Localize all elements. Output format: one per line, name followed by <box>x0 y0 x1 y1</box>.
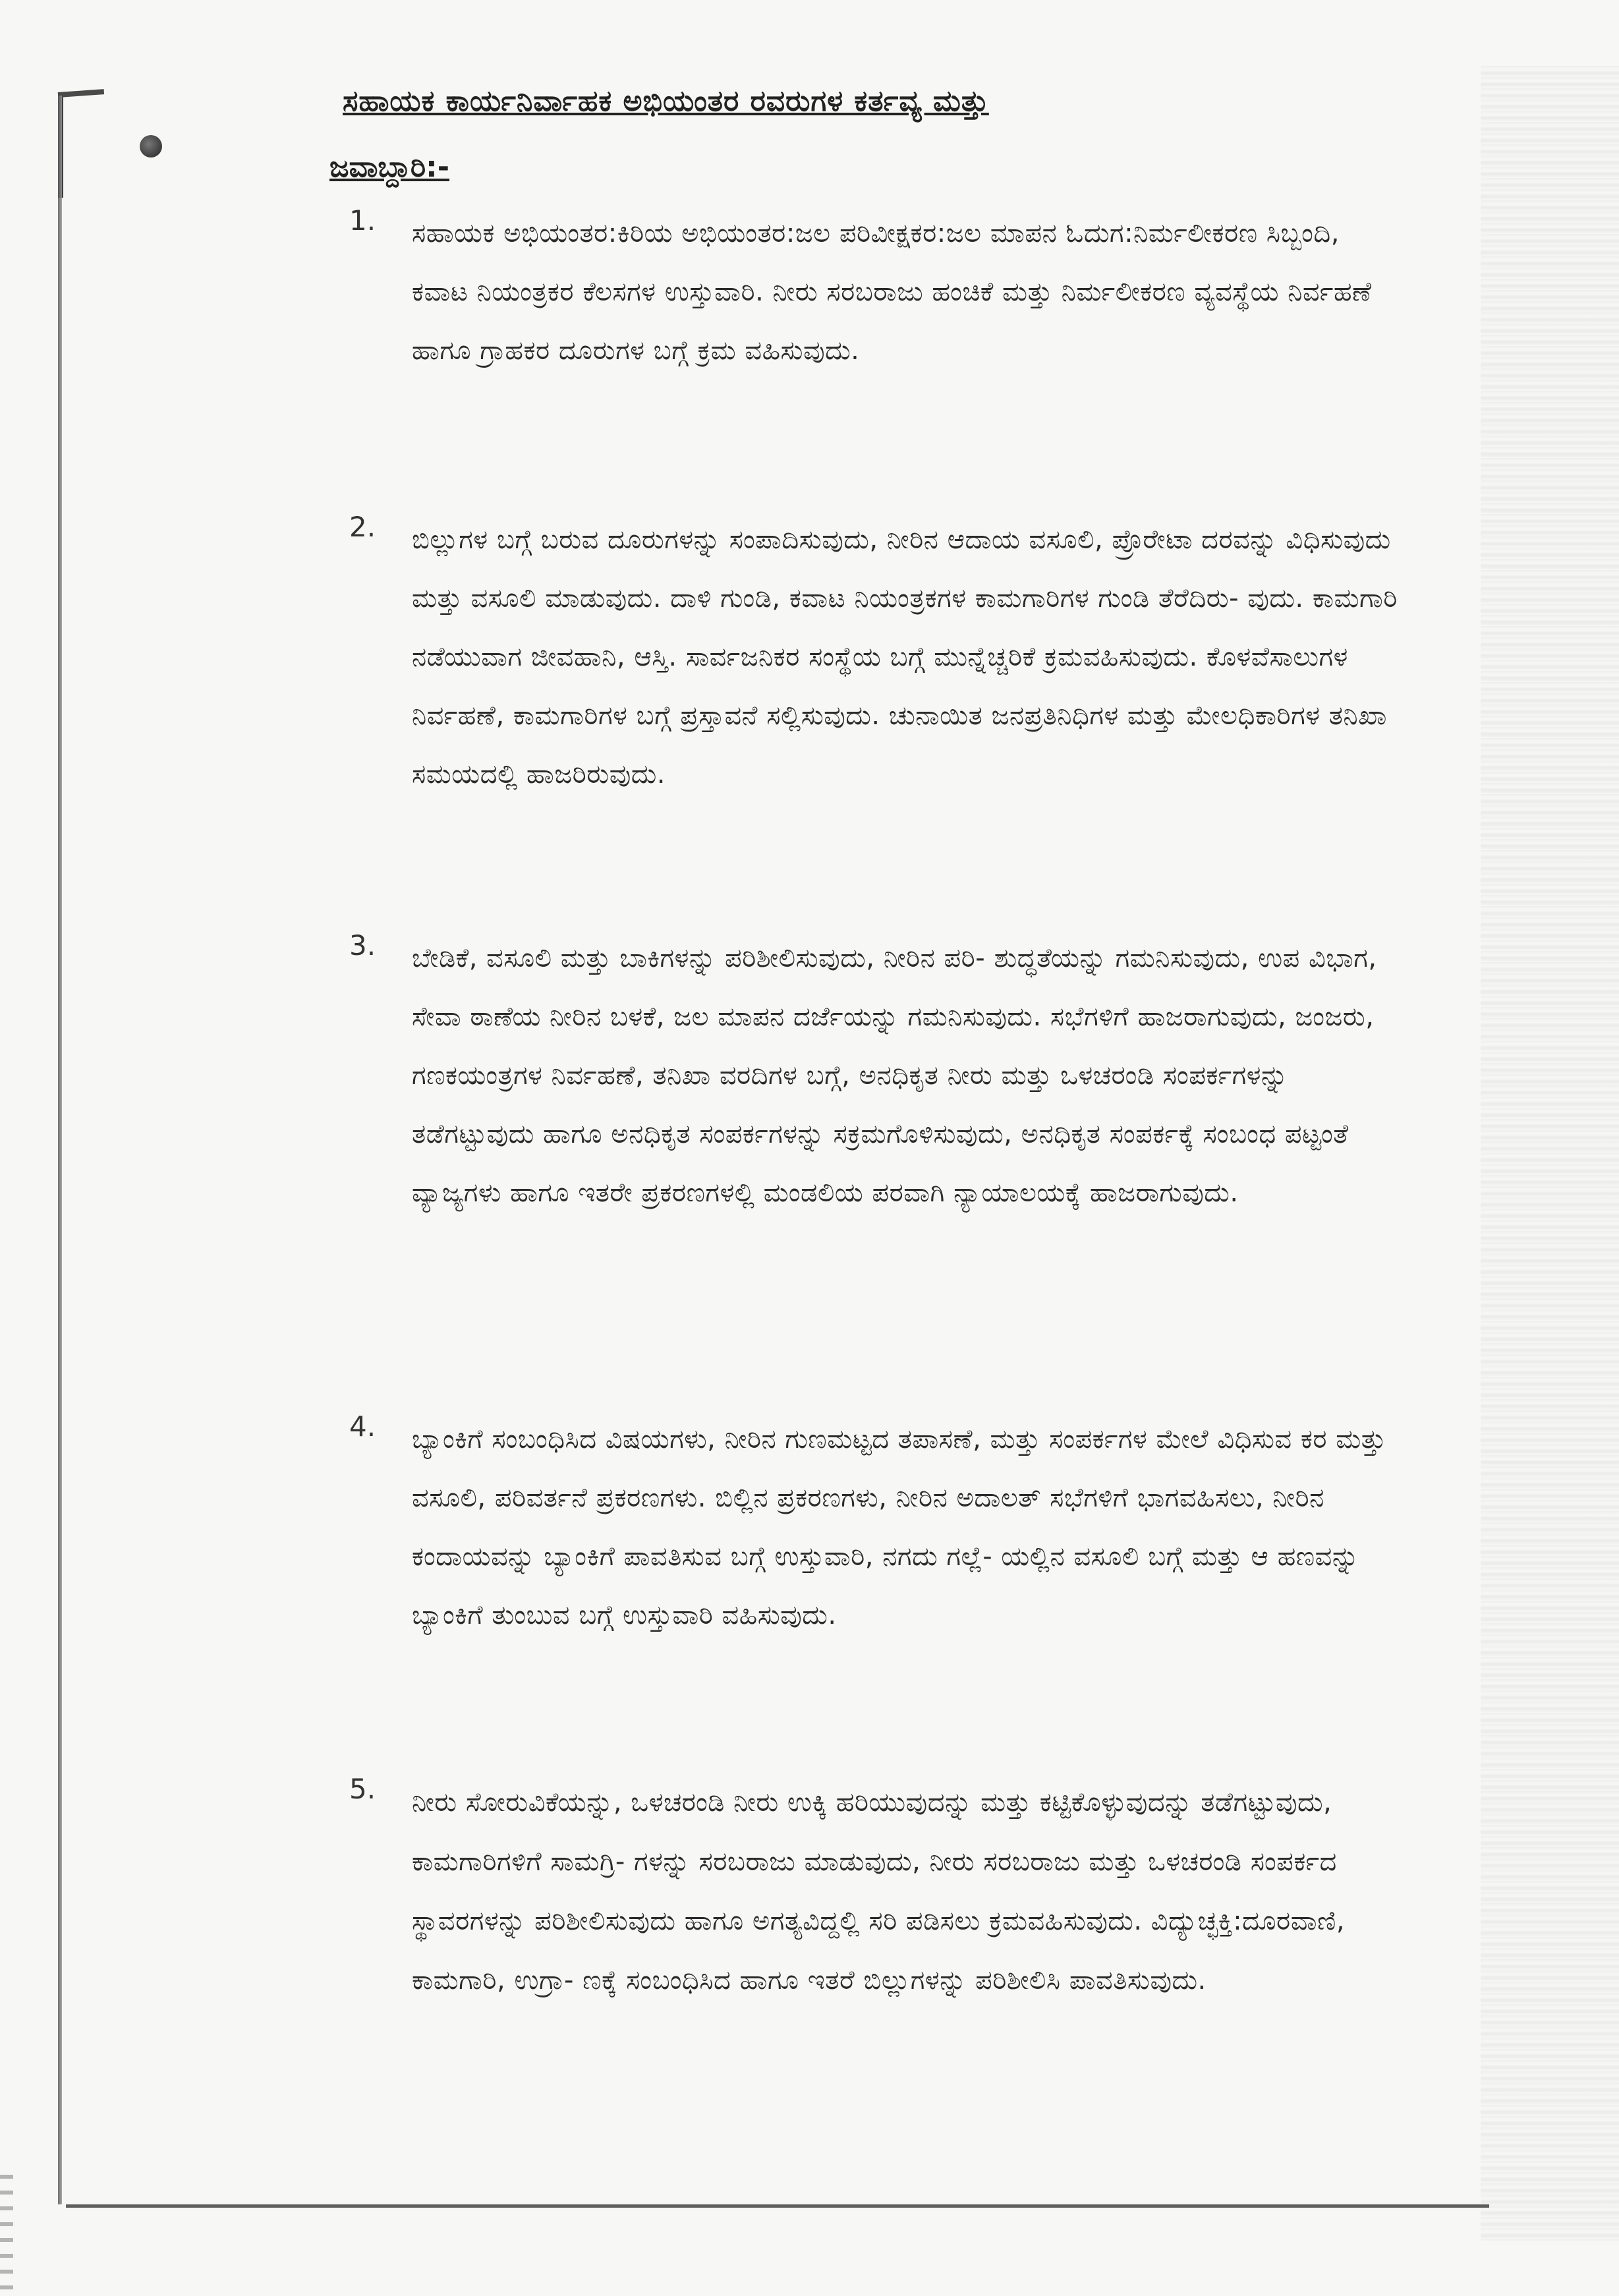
scan-right-noise <box>1481 66 1619 2241</box>
section-heading: ಜವಾಬ್ದಾರಿ:- <box>329 150 450 184</box>
punch-hole-mark <box>140 135 162 158</box>
item-text: ಬಿಲ್ಲುಗಳ ಬಗ್ಗೆ ಬರುವ ದೂರುಗಳನ್ನು ಸಂಪಾದಿಸುವುದು, ನೀರಿನ ಆದಾಯ ವಸೂಲಿ, ಪ್ರೊರೇಟಾ ದರವನ್ನು ವಿಧಿಸುವುದು ಮತ್ತು ವಸೂಲಿ ಮಾಡುವುದು. ದಾಳಿ ಗುಂಡಿ, ಕವಾಟ ನಿಯಂತ್ರಕಗಳ ಕಾಮಗಾರಿಗಳ ಗುಂಡಿ ತೆರೆದಿರು- ವುದು. ಕಾಮಗಾರಿ ನಡೆಯುವಾಗ ಜೀವಹಾನಿ, ಆಸ್ತಿ. ಸಾರ್ವಜನಿಕರ ಸಂಸ್ಥೆಯ ಬಗ್ಗೆ ಮುನ್ನೆಚ್ಚರಿಕೆ ಕ್ರಮವಹಿಸುವುದು. ಕೊಳವೆಸಾಲುಗಳ ನಿರ್ವಹಣೆ, ಕಾಮಗಾರಿಗಳ ಬಗ್ಗೆ ಪ್ರಸ್ತಾವನೆ ಸಲ್ಲಿಸುವುದು. ಚುನಾಯಿತ ಜನಪ್ರತಿನಿಧಿಗಳ ಮತ್ತು ಮೇಲಧಿಕಾರಿಗಳ ತನಿಖಾ ಸಮಯದಲ್ಲಿ ಹಾಜರಿರುವುದು. <box>412 525 1398 789</box>
scan-edge-corner-top <box>58 89 104 98</box>
item-text: ಬ್ಯಾಂಕಿಗೆ ಸಂಬಂಧಿಸಿದ ವಿಷಯಗಳು, ನೀರಿನ ಗುಣಮಟ್ಟದ ತಪಾಸಣೆ, ಮತ್ತು ಸಂಪರ್ಕಗಳ ಮೇಲೆ ವಿಧಿಸುವ ಕರ ಮತ್ತು ವಸೂಲಿ, ಪರಿವರ್ತನೆ ಪ್ರಕರಣಗಳು. ಬಿಲ್ಲಿನ ಪ್ರಕರಣಗಳು, ನೀರಿನ ಅದಾಲತ್ ಸಭೆಗಳಿಗೆ ಭಾಗವಹಿಸಲು, ನೀರಿನ ಕಂದಾಯವನ್ನು ಬ್ಯಾಂಕಿಗೆ ಪಾವತಿಸುವ ಬಗ್ಗೆ ಉಸ್ತುವಾರಿ, ನಗದು ಗಲ್ಲೆ- ಯಲ್ಲಿನ ವಸೂಲಿ ಬಗ್ಗೆ ಮತ್ತು ಆ ಹಣವನ್ನು ಬ್ಯಾಂಕಿಗೆ ತುಂಬುವ ಬಗ್ಗೆ ಉಸ್ತುವಾರಿ ವಹಿಸುವುದು. <box>412 1424 1386 1630</box>
item-text: ನೀರು ಸೋರುವಿಕೆಯನ್ನು, ಒಳಚರಂಡಿ ನೀರು ಉಕ್ಕಿ ಹರಿಯುವುದನ್ನು ಮತ್ತು ಕಟ್ಟಿಕೊಳ್ಳುವುದನ್ನು ತಡೆಗಟ್ಟುವುದು, ಕಾಮಗಾರಿಗಳಿಗೆ ಸಾಮಗ್ರಿ- ಗಳನ್ನು ಸರಬರಾಜು ಮಾಡುವುದು, ನೀರು ಸರಬರಾಜು ಮತ್ತು ಒಳಚರಂಡಿ ಸಂಪರ್ಕದ ಸ್ಥಾವರಗಳನ್ನು ಪರಿಶೀಲಿಸುವುದು ಹಾಗೂ ಅಗತ್ಯವಿದ್ದಲ್ಲಿ ಸರಿ ಪಡಿಸಲು ಕ್ರಮವಹಿಸುವುದು. ವಿದ್ಯುಚ್ಛಕ್ತಿ:ದೂರವಾಣಿ, ಕಾಮಗಾರಿ, ಉಗ್ರಾ- ಣಕ್ಕೆ ಸಂಬಂಧಿಸಿದ ಹಾಗೂ ಇತರೆ ಬಿಲ್ಲುಗಳನ್ನು ಪರಿಶೀಲಿಸಿ ಪಾವತಿಸುವುದು. <box>412 1787 1346 1995</box>
scan-left-marks <box>0 2175 13 2293</box>
item-text: ಬೇಡಿಕೆ, ವಸೂಲಿ ಮತ್ತು ಬಾಕಿಗಳನ್ನು ಪರಿಶೀಲಿಸುವುದು, ನೀರಿನ ಪರಿ- ಶುದ್ಧತೆಯನ್ನು ಗಮನಿಸುವುದು, ಉಪ ವಿಭಾಗ, ಸೇವಾ ಠಾಣೆಯ ನೀರಿನ ಬಳಕೆ, ಜಲ ಮಾಪನ ದರ್ಜೆಯನ್ನು ಗಮನಿಸುವುದು. ಸಭೆಗಳಿಗೆ ಹಾಜರಾಗುವುದು, ಜಂಜರು, ಗಣಕಯಂತ್ರಗಳ ನಿರ್ವಹಣೆ, ತನಿಖಾ ವರದಿಗಳ ಬಗ್ಗೆ, ಅನಧಿಕೃತ ನೀರು ಮತ್ತು ಒಳಚರಂಡಿ ಸಂಪರ್ಕಗಳನ್ನು ತಡೆಗಟ್ಟುವುದು ಹಾಗೂ ಅನಧಿಕೃತ ಸಂಪರ್ಕಗಳನ್ನು ಸಕ್ರಮಗೊಳಿಸುವುದು, ಅನಧಿಕೃತ ಸಂಪರ್ಕಕ್ಕೆ ಸಂಬಂಧ ಪಟ್ಟಂತೆ ವ್ಯಾಜ್ಯಗಳು ಹಾಗೂ ಇತರೇ ಪ್ರಕರಣಗಳಲ್ಲಿ ಮಂಡಲಿಯ ಪರವಾಗಿ ನ್ಯಾಯಾಲಯಕ್ಕೆ ಹಾಜರಾಗುವುದು. <box>412 943 1377 1208</box>
item-number: 3. <box>349 929 376 961</box>
item-number: 2. <box>349 511 376 543</box>
page-title: ಸಹಾಯಕ ಕಾರ್ಯನಿರ್ವಾಹಕ ಅಭಿಯಂತರ ರವರುಗಳ ಕರ್ತವ್ಯ ಮತ್ತು <box>343 84 989 118</box>
scan-left-edge <box>58 96 62 2204</box>
item-number: 1. <box>349 204 376 237</box>
item-number: 4. <box>349 1410 376 1443</box>
scan-bottom-edge <box>66 2204 1489 2208</box>
item-number: 5. <box>349 1773 376 1805</box>
item-text: ಸಹಾಯಕ ಅಭಿಯಂತರ:ಕಿರಿಯ ಅಭಿಯಂತರ:ಜಲ ಪರಿವೀಕ್ಷಕರ:ಜಲ ಮಾಪನ ಓದುಗ:ನಿರ್ಮಲೀಕರಣ ಸಿಬ್ಬಂದಿ, ಕವಾಟ ನಿಯಂತ್ರಕರ ಕೆಲಸಗಳ ಉಸ್ತುವಾರಿ. ನೀರು ಸರಬರಾಜು ಹಂಚಿಕೆ ಮತ್ತು ನಿರ್ಮಲೀಕರಣ ವ್ಯವಸ್ಥೆಯ ನಿರ್ವಹಣೆ ಹಾಗೂ ಗ್ರಾಹಕರ ದೂರುಗಳ ಬಗ್ಗೆ ಕ್ರಮ ವಹಿಸುವುದು. <box>412 218 1372 366</box>
